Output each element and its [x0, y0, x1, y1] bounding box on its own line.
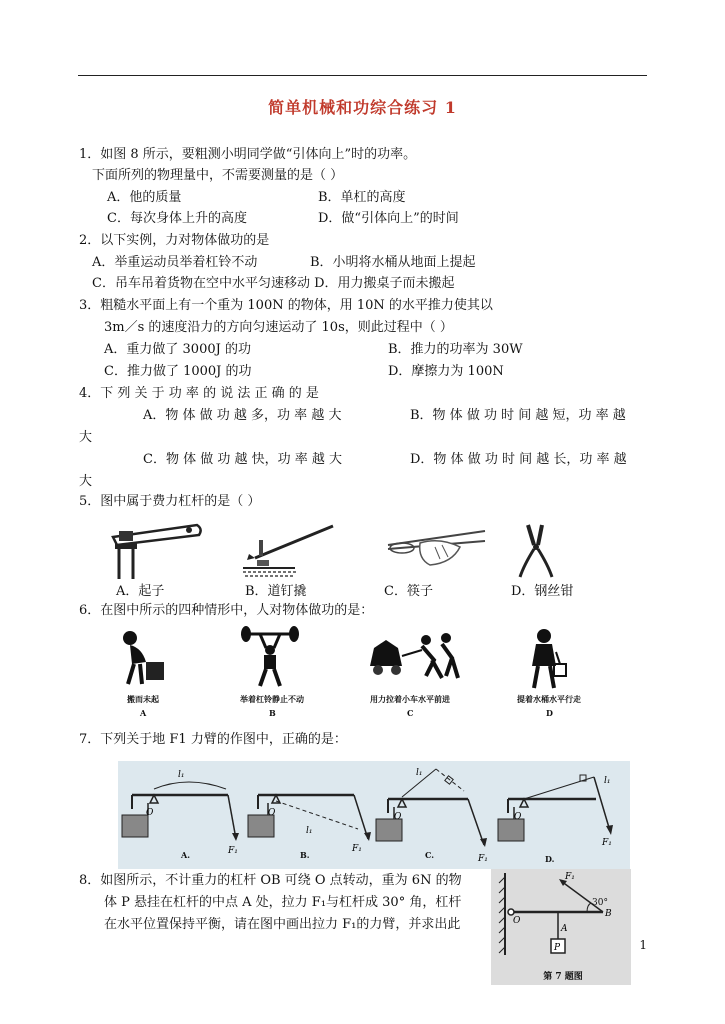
- q3-stem-line1: 3．粗糙水平面上有一个重为 100N 的物体，用 10N 的水平推力使其以: [79, 298, 493, 313]
- svg-text:O: O: [146, 808, 154, 818]
- q4-option-d: D．物 体 做 功 时 间 越 长，功 率 越: [410, 452, 627, 467]
- svg-text:F₁: F₁: [565, 872, 575, 882]
- pulling-cart-figure: [366, 626, 461, 686]
- q8-angle-label: 30°: [592, 898, 608, 908]
- q6-letter-b: B: [269, 708, 276, 718]
- q1-option-d: D．做“引体向上”的时间: [318, 211, 459, 226]
- q3-option-c: C．推力做了 1000J 的功: [104, 364, 252, 379]
- q5-option-b: B．道钉撬: [245, 584, 307, 599]
- lever-arm-diagrams: [118, 761, 630, 869]
- svg-text:O: O: [513, 916, 521, 926]
- q7-letter-c: C.: [425, 850, 435, 860]
- svg-text:F₁: F₁: [228, 846, 238, 856]
- q8-stem-line2: 体 P 悬挂在杠杆的中点 A 处，拉力 F₁与杠杆成 30° 角，杠杆: [104, 895, 462, 910]
- svg-text:O: O: [514, 812, 522, 822]
- q7-letter-d: D.: [545, 854, 555, 864]
- chopsticks-figure: [380, 523, 490, 578]
- q3-option-d: D．摩擦力为 100N: [388, 364, 504, 379]
- svg-text:l₁: l₁: [178, 770, 185, 780]
- page-number: 1: [639, 938, 647, 952]
- q8-figure-caption: 第 7 题图: [543, 972, 583, 982]
- q4-option-d-tail: 大: [79, 474, 93, 489]
- svg-text:O: O: [268, 808, 276, 818]
- bottle-opener-figure: [105, 515, 205, 583]
- q5-option-a: A．起子: [116, 584, 165, 599]
- svg-text:O: O: [394, 812, 402, 822]
- crowbar-figure: [235, 520, 345, 580]
- q6-letter-c: C: [407, 708, 414, 718]
- q5-option-c: C．筷子: [384, 584, 433, 599]
- q4-option-b-tail: 大: [79, 430, 93, 445]
- q7-letter-a: A.: [181, 850, 190, 860]
- svg-text:P: P: [554, 943, 561, 953]
- q6-stem: 6．在图中所示的四种情形中，人对物体做功的是：: [79, 603, 374, 618]
- q6-caption-c: 用力拉着小车水平前进: [370, 694, 450, 704]
- q1-option-b: B．单杠的高度: [318, 190, 406, 205]
- svg-text:A: A: [561, 924, 568, 934]
- q4-stem: 4．下 列 关 于 功 率 的 说 法 正 确 的 是: [79, 386, 319, 401]
- q6-caption-d: 提着水桶水平行走: [517, 694, 581, 704]
- q2-option-cd: C．吊车吊着货物在空中水平匀速移动 D．用力搬桌子而未搬起: [92, 276, 455, 291]
- q1-stem-line2: 下面所列的物理量中，不需要测量的是（ ）: [92, 168, 344, 183]
- q2-option-a: A．举重运动员举着杠铃不动: [92, 255, 258, 270]
- svg-text:F₁: F₁: [352, 844, 362, 854]
- lifting-box-figure: [112, 628, 172, 688]
- q8-stem-line1: 8．如图所示，不计重力的杠杆 OB 可绕 O 点转动，重为 6N 的物: [79, 873, 462, 888]
- q4-option-b: B．物 体 做 功 时 间 越 短，功 率 越: [410, 408, 626, 423]
- svg-text:l₁: l₁: [306, 826, 313, 836]
- q6-letter-d: D: [546, 708, 553, 718]
- pliers-figure: [512, 521, 562, 581]
- q6-caption-b: 举着杠铃静止不动: [240, 694, 304, 704]
- svg-text:F₁: F₁: [602, 838, 612, 848]
- q4-option-c: C．物 体 做 功 越 快，功 率 越 大: [143, 452, 343, 467]
- q6-caption-a: 搬而未起: [127, 694, 159, 704]
- q5-option-d: D．钢丝钳: [511, 584, 574, 599]
- carrying-bucket-figure: [520, 626, 570, 690]
- q1-option-c: C．每次身体上升的高度: [107, 211, 247, 226]
- q2-option-b: B．小明将水桶从地面上提起: [310, 255, 476, 270]
- q8-stem-line3: 在水平位置保持平衡，请在图中画出拉力 F₁的力臂，并求出此: [104, 917, 461, 932]
- svg-text:F₁: F₁: [478, 854, 488, 864]
- header-rule: [78, 75, 647, 76]
- q1-stem-line1: 1．如图 8 所示，要粗测小明同学做“引体向上”时的功率。: [79, 147, 417, 162]
- q6-letter-a: A: [140, 708, 147, 718]
- q3-option-b: B．推力的功率为 30W: [388, 342, 523, 357]
- q2-stem: 2．以下实例，力对物体做功的是: [79, 233, 270, 248]
- q3-stem-line2: 3m／s 的速度沿力的方向匀速运动了 10s，则此过程中（ ）: [104, 320, 453, 335]
- q3-option-a: A．重力做了 3000J 的功: [104, 342, 251, 357]
- q8-lever-figure: [491, 869, 631, 985]
- svg-text:l₁: l₁: [416, 768, 423, 778]
- svg-text:l₁: l₁: [604, 776, 611, 786]
- svg-text:B: B: [605, 909, 612, 919]
- q7-stem: 7．下列关于地 F1 力臂的作图中，正确的是：: [79, 732, 347, 747]
- q5-stem: 5．图中属于费力杠杆的是（ ）: [79, 494, 261, 509]
- q7-letter-b: B.: [300, 850, 310, 860]
- weightlifter-figure: [240, 626, 300, 688]
- q4-option-a: A．物 体 做 功 越 多，功 率 越 大: [143, 408, 342, 423]
- page-title: 简单机械和功综合练习 1: [268, 98, 457, 117]
- q1-option-a: A．他的质量: [107, 190, 182, 205]
